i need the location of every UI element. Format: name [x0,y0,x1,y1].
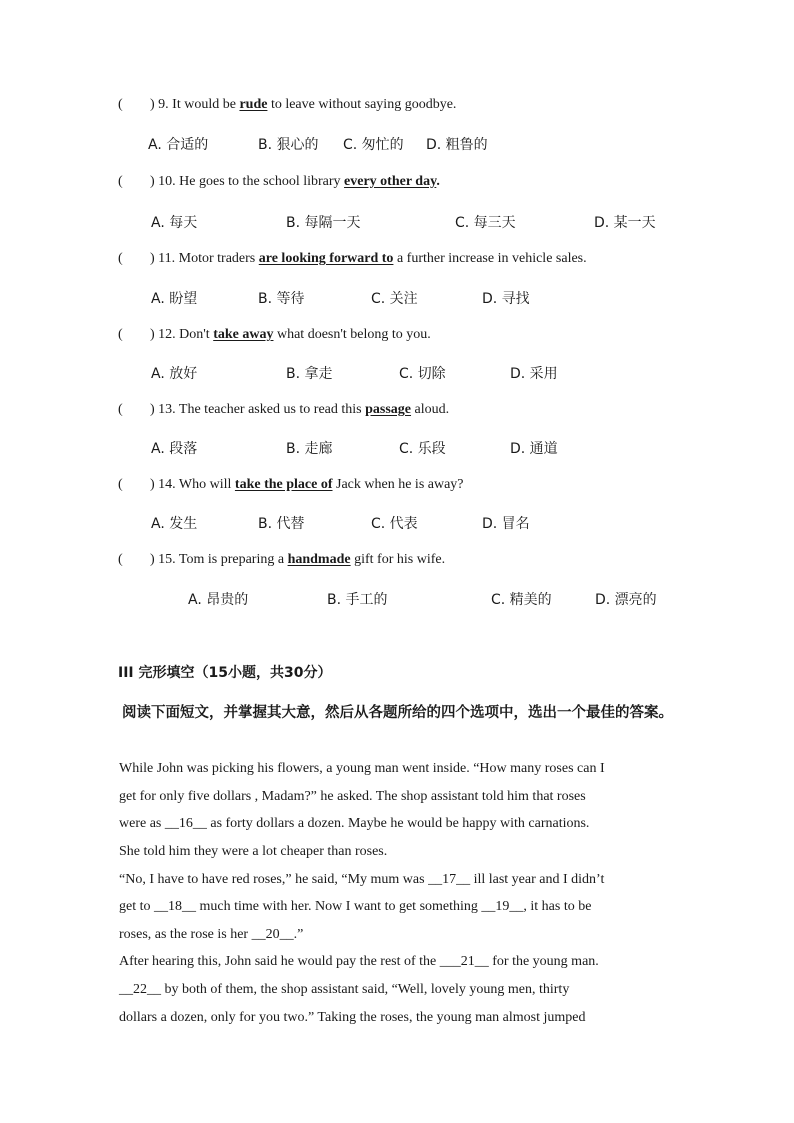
question-text-pre: Who will [175,477,235,492]
answer-paren: ( [118,174,123,189]
option-a: A. 发生 [151,516,198,532]
option-c: C. 切除 [399,366,446,382]
question-text-post: to leave without saying goodbye. [267,97,457,112]
option-d: D. 通道 [510,441,558,457]
question-text-post: Jack when he is away? [332,477,464,492]
answer-paren: ( [118,477,123,492]
question-text-post: gift for his wife. [350,552,446,567]
question-keyword: handmade [287,552,351,567]
passage-line: get for only five dollars , Madam?” he asked. The shop assistant told him that roses [119,789,586,804]
option-d: D. 采用 [510,366,558,382]
passage-line: While John was picking his flowers, a young man went inside. “How many roses can I [119,761,605,776]
option-d: D. 粗鲁的 [426,137,488,153]
section-instruction: 阅读下面短文，并掌握其大意，然后从各题所给的四个选项中，选出一个最佳的答案。 [122,705,673,721]
passage-line: “No, I have to have red roses,” he said, “My mum was __17__ ill last year and I didn’t [119,872,605,887]
question-text-pre: It would be [168,97,240,112]
option-b: B. 等待 [258,291,305,307]
option-b: B. 走廊 [286,441,333,457]
question-number: ) 12. [150,327,176,342]
answer-paren: ( [118,251,123,266]
question-15 [118,552,445,568]
question-text-pre: Don't [175,327,214,342]
option-b: B. 手工的 [327,592,388,608]
option-c: C. 代表 [371,516,418,532]
option-c: C. 精美的 [491,592,552,608]
passage-line: were as __16__ as forty dollars a dozen. Maybe he would be happy with carnations. [119,816,590,831]
question-text-pre: Motor traders [175,251,259,266]
question-keyword: passage [365,402,412,417]
question-number: ) 13. [150,402,176,417]
question-keyword: are looking forward to [258,251,394,266]
question-text-pre: The teacher asked us to read this [175,402,366,417]
question-12 [118,327,431,343]
option-a: A. 段落 [151,441,198,457]
question-14 [118,477,464,493]
question-text-pre: He goes to the school library [175,174,345,189]
question-10 [118,174,440,190]
passage-line: get to __18__ much time with her. Now I want to get something __19__, it has to be [119,899,592,914]
option-d: D. 冒名 [482,516,530,532]
question-text-post: . [436,174,440,189]
question-text-pre: Tom is preparing a [175,552,288,567]
answer-paren: ( [118,97,123,112]
option-c: C. 匆忙的 [343,137,404,153]
option-a: A. 盼望 [151,291,198,307]
passage-line: roses, as the rose is her __20__.” [119,927,304,942]
question-text-post: aloud. [411,402,450,417]
question-keyword: take away [213,327,274,342]
option-b: B. 代替 [258,516,305,532]
passage-line: __22__ by both of them, the shop assistant said, “Well, lovely young men, thirty [119,982,570,997]
passage-line: dollars a dozen, only for you two.” Taking the roses, the young man almost jumped [119,1010,586,1025]
option-a: A. 放好 [151,366,198,382]
passage-line: After hearing this, John said he would pay the rest of the ___21__ for the young man. [119,954,599,969]
answer-paren: ( [118,552,123,567]
question-11 [118,251,587,267]
option-d: D. 某一天 [594,215,656,231]
question-number: ) 10. [150,174,176,189]
answer-paren: ( [118,402,123,417]
question-keyword: rude [239,97,268,112]
question-keyword: take the place of [234,477,333,492]
option-b: B. 狠心的 [258,137,319,153]
question-number: ) 9. [150,97,169,112]
option-a: A. 昂贵的 [188,592,249,608]
option-a: A. 每天 [151,215,198,231]
option-a: A. 合适的 [148,137,209,153]
question-number: ) 14. [150,477,176,492]
question-text-post: a further increase in vehicle sales. [393,251,587,266]
option-c: C. 每三天 [455,215,516,231]
option-d: D. 漂亮的 [595,592,657,608]
answer-paren: ( [118,327,123,342]
passage-line: She told him they were a lot cheaper than roses. [119,844,388,859]
question-number: ) 11. [150,251,176,266]
option-b: B. 每隔一天 [286,215,361,231]
question-text-post: what doesn't belong to you. [273,327,431,342]
section-title: III 完形填空（15小题，共30分） [118,665,332,681]
question-keyword: every other day [344,174,437,189]
option-c: C. 关注 [371,291,418,307]
question-9 [118,97,456,113]
option-b: B. 拿走 [286,366,333,382]
option-d: D. 寻找 [482,291,530,307]
question-13 [118,402,449,418]
option-c: C. 乐段 [399,441,446,457]
question-number: ) 15. [150,552,176,567]
